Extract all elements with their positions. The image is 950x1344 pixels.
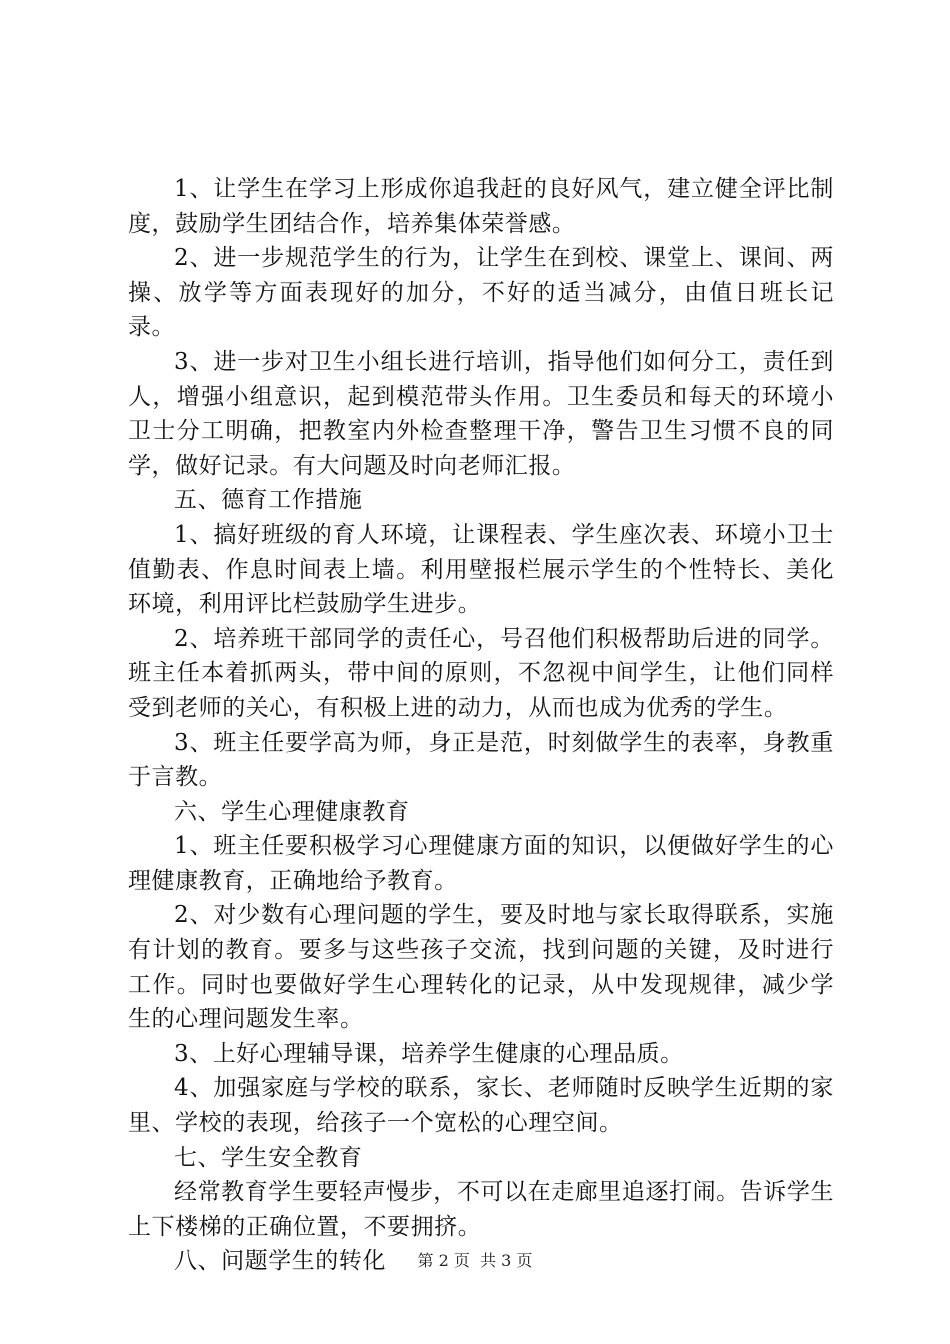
body-paragraph: 1、让学生在学习上形成你追我赶的良好风气，建立健全评比制度，鼓励学生团结合作，培养集体荣誉感。 <box>128 176 834 237</box>
section-heading: 八、问题学生的转化 <box>174 1248 386 1275</box>
body-paragraph: 3、班主任要学高为师，身正是范，时刻做学生的表率，身教重于言教。 <box>128 729 834 791</box>
body-paragraph: 4、加强家庭与学校的联系，家长、老师随时反映学生近期的家里、学校的表现，给孩子一个宽松的心理空间。 <box>128 1075 834 1137</box>
section-heading: 七、学生安全教育 <box>174 1144 363 1171</box>
body-paragraph: 1、搞好班级的育人环境，让课程表、学生座次表、环境小卫士值勤表、作息时间表上墙。利用壁报栏展示学生的个性特长、美化环境，利用评比栏鼓励学生进步。 <box>128 521 834 618</box>
body-paragraph: 经常教育学生要轻声慢步，不可以在走廊里追逐打闹。告诉学生上下楼梯的正确位置，不要拥挤。 <box>128 1179 834 1240</box>
body-paragraph: 1、班主任要积极学习心理健康方面的知识，以便做好学生的心理健康教育，正确地给予教育。 <box>128 833 834 894</box>
page-total: 共 3 页 <box>480 1251 533 1270</box>
footer-spacer <box>470 1251 480 1270</box>
body-paragraph: 3、进一步对卫生小组长进行培训，指导他们如何分工，责任到人，增强小组意识，起到模范带头作用。卫生委员和每天的环境小卫士分工明确，把教室内外检查整理干净，警告卫生习惯不良的同学，做好记录。有大问题及时向老师汇报。 <box>128 348 834 479</box>
section-heading: 五、德育工作措施 <box>174 487 363 514</box>
body-paragraph: 3、上好心理辅导课，培养学生健康的心理品质。 <box>174 1040 684 1067</box>
body-paragraph: 2、对少数有心理问题的学生，要及时地与家长取得联系，实施有计划的教育。要多与这些孩子交流，找到问题的关键，及时进行工作。同时也要做好学生心理转化的记录，从中发现规律，减少学生的心理问题发生率。 <box>128 902 834 1033</box>
page-footer <box>0 1248 950 1271</box>
page-number: 第 2 页 <box>417 1251 470 1270</box>
body-paragraph: 2、进一步规范学生的行为，让学生在到校、课堂上、课间、两操、放学等方面表现好的加分，不好的适当减分，由值日班长记录。 <box>128 245 834 341</box>
section-heading: 六、学生心理健康教育 <box>174 798 410 825</box>
body-paragraph: 2、培养班干部同学的责任心，号召他们积极帮助后进的同学。班主任本着抓两头，带中间的原则，不忽视中间学生，让他们同样受到老师的关心，有积极上进的动力，从而也成为优秀的学生。 <box>128 625 834 721</box>
document-body <box>128 172 834 1279</box>
